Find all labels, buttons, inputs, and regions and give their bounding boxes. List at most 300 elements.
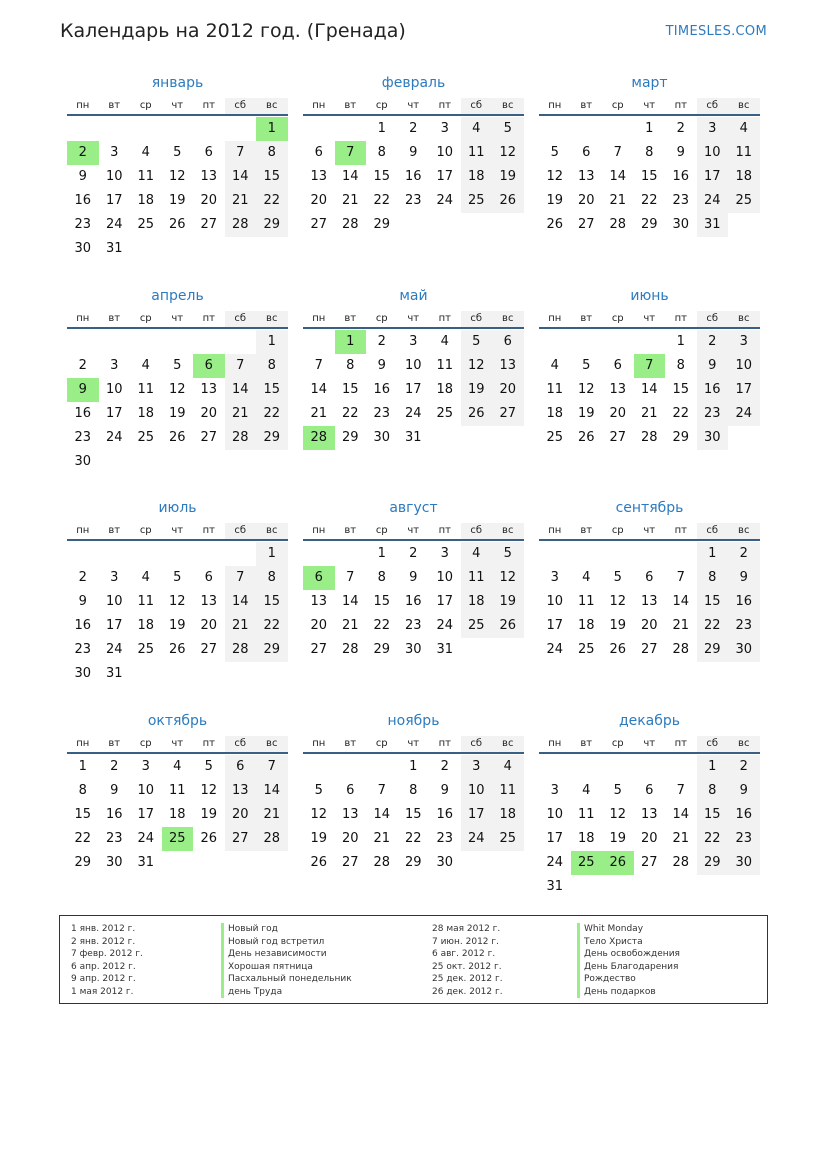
empty-day-cell (130, 450, 162, 474)
day-cell: 14 (225, 378, 257, 402)
day-cell: 14 (609, 169, 627, 184)
weekday-label: ср (375, 312, 388, 324)
day-cell: 16 (404, 169, 422, 184)
weekday-label: ср (139, 100, 152, 111)
day-cell: 26 (168, 642, 186, 657)
legend-holiday-name: Whit Monday (577, 923, 680, 936)
day-cell: 5 (613, 570, 622, 585)
day-cell: 8 (697, 566, 729, 590)
empty-day-cell (571, 542, 603, 566)
day-cell: 17 (137, 806, 155, 822)
day-cell: 28 (672, 642, 690, 657)
day-cell: 15 (256, 590, 288, 614)
day-cell: 5 (492, 542, 524, 566)
weekday-header (539, 311, 760, 329)
day-cell: 23 (74, 429, 92, 445)
weekday-label: пт (202, 525, 215, 536)
day-cell: 20 (577, 193, 595, 208)
legend-date: 7 июн. 2012 г. (432, 936, 499, 947)
day-cell: 14 (373, 806, 391, 822)
day-cell: 20 (200, 193, 218, 208)
weekday-label: пн (312, 525, 326, 536)
empty-day-cell (99, 450, 131, 474)
weekday-label: чт (407, 737, 420, 749)
day-cell: 14 (341, 169, 359, 184)
day-cell: 25 (546, 429, 564, 445)
day-cell: 25 (137, 642, 155, 657)
day-cell: 25 (436, 405, 454, 421)
legend-holiday-name: День подарков (577, 986, 680, 999)
weekday-header (539, 736, 760, 754)
day-cell: 3 (550, 570, 559, 585)
weekday-label: пн (548, 737, 562, 749)
empty-day-cell (67, 117, 99, 141)
empty-day-cell (130, 662, 162, 686)
day-cell: 22 (256, 614, 288, 638)
day-cell: 25 (162, 827, 194, 851)
empty-day-cell (571, 755, 603, 779)
day-cell: 4 (141, 570, 150, 585)
week-row (67, 330, 288, 354)
weekday-label: вт (344, 100, 357, 111)
day-cell: 8 (697, 779, 729, 803)
day-cell: 15 (373, 594, 391, 609)
month-name: декабрь (618, 712, 681, 729)
legend-holiday-name: День независимости (221, 948, 352, 961)
day-cell: 12 (577, 381, 595, 397)
day-cell: 3 (440, 546, 449, 561)
day-cell: 30 (74, 666, 92, 681)
day-cell: 16 (436, 806, 454, 822)
legend-holiday-name: Рождество (577, 973, 680, 986)
week-row (67, 566, 288, 590)
weekday-label: вт (580, 100, 593, 111)
day-cell: 15 (341, 381, 359, 397)
calendar-grid (67, 70, 761, 920)
day-cell: 5 (173, 145, 182, 160)
month-name: октябрь (147, 712, 208, 729)
day-cell: 25 (577, 642, 595, 657)
empty-day-cell (539, 542, 571, 566)
day-cell: 3 (110, 145, 119, 160)
day-cell: 19 (461, 378, 493, 402)
day-cell: 27 (200, 217, 218, 232)
day-cell: 7 (613, 145, 622, 160)
day-cell: 23 (728, 827, 760, 851)
day-cell: 28 (225, 213, 257, 237)
empty-day-cell (571, 330, 603, 354)
week-row (303, 614, 524, 638)
day-cell: 1 (256, 117, 288, 141)
empty-day-cell (130, 542, 162, 566)
month-block (303, 70, 524, 283)
week-row (539, 330, 760, 354)
weekday-label: вт (108, 525, 121, 536)
weekday-label: вт (580, 312, 593, 324)
day-cell: 20 (310, 193, 328, 208)
day-cell: 28 (341, 642, 359, 657)
empty-day-cell (162, 330, 194, 354)
weekday-label: вт (108, 100, 121, 111)
day-cell: 15 (640, 169, 658, 184)
day-cell: 2 (676, 121, 685, 136)
legend-date: 28 мая 2012 г. (432, 924, 501, 934)
week-row (539, 141, 760, 165)
day-cell: 13 (200, 381, 218, 397)
day-cell: 27 (492, 402, 524, 426)
month-name: январь (151, 75, 204, 91)
weekday-label: ср (611, 737, 624, 749)
legend-date: 6 апр. 2012 г. (71, 961, 136, 972)
day-cell: 22 (256, 189, 288, 213)
day-cell: 27 (640, 854, 658, 870)
day-cell: 29 (256, 426, 288, 450)
day-cell: 12 (492, 141, 524, 165)
day-cell: 4 (728, 117, 760, 141)
legend-holiday-name: Пасхальный понедельник (221, 973, 352, 986)
day-cell: 23 (672, 193, 690, 208)
day-cell: 5 (582, 357, 591, 373)
legend-dates-right (432, 923, 503, 998)
day-cell: 8 (676, 357, 685, 373)
day-cell: 5 (173, 357, 182, 373)
weekday-label: ср (611, 312, 624, 324)
day-cell: 7 (676, 782, 685, 798)
day-cell: 21 (256, 803, 288, 827)
day-cell: 29 (640, 217, 658, 232)
empty-day-cell (225, 851, 257, 875)
day-cell: 12 (461, 354, 493, 378)
day-cell: 29 (697, 638, 729, 662)
week-row (539, 189, 760, 213)
day-cell: 29 (373, 642, 391, 657)
day-cell: 15 (373, 169, 391, 184)
empty-day-cell (366, 755, 398, 779)
day-cell: 24 (697, 189, 729, 213)
week-row (67, 542, 288, 566)
weekday-label: пн (548, 312, 562, 324)
empty-day-cell (130, 237, 162, 261)
empty-day-cell (634, 755, 666, 779)
empty-day-cell (634, 542, 666, 566)
day-cell: 4 (141, 357, 150, 373)
day-cell: 8 (346, 357, 355, 373)
day-cell: 23 (404, 193, 422, 208)
empty-day-cell (303, 542, 335, 566)
week-row (303, 213, 524, 237)
empty-day-cell (492, 851, 524, 875)
weekday-header (539, 523, 760, 541)
day-cell: 21 (373, 830, 391, 846)
empty-day-cell (697, 875, 729, 899)
weekday-label: чт (407, 312, 420, 324)
day-cell: 29 (373, 217, 391, 232)
week-row (67, 662, 288, 686)
empty-day-cell (429, 426, 461, 450)
week-row (539, 779, 760, 803)
day-cell: 21 (609, 193, 627, 208)
day-cell: 2 (728, 542, 760, 566)
day-cell: 21 (225, 189, 257, 213)
day-cell: 2 (409, 546, 418, 561)
day-cell: 2 (728, 755, 760, 779)
legend-date: 1 мая 2012 г. (71, 986, 134, 997)
day-cell: 25 (137, 217, 155, 232)
day-cell: 11 (436, 357, 454, 373)
day-cell: 2 (78, 357, 87, 373)
empty-day-cell (162, 117, 194, 141)
day-cell: 3 (550, 782, 559, 798)
day-cell: 3 (697, 117, 729, 141)
day-cell: 29 (74, 854, 92, 870)
weekday-header (303, 523, 524, 541)
week-row (303, 117, 524, 141)
day-cell: 18 (728, 165, 760, 189)
day-cell: 9 (110, 782, 119, 798)
weekday-label: вс (256, 523, 288, 539)
day-cell: 12 (546, 169, 564, 184)
day-cell: 6 (346, 782, 355, 798)
week-row (303, 165, 524, 189)
day-cell: 10 (697, 141, 729, 165)
empty-day-cell (335, 542, 367, 566)
day-cell: 27 (200, 642, 218, 657)
day-cell: 1 (697, 755, 729, 779)
weekday-label: пт (438, 100, 451, 111)
empty-day-cell (492, 213, 524, 237)
day-cell: 22 (697, 827, 729, 851)
day-cell: 23 (404, 618, 422, 633)
day-cell: 21 (341, 618, 359, 633)
day-cell: 3 (461, 755, 493, 779)
legend-date: 1 янв. 2012 г. (71, 924, 136, 934)
weekday-label: ср (139, 737, 152, 749)
week-row (303, 566, 524, 590)
month-name: апрель (151, 287, 204, 304)
month-name: август (389, 500, 438, 516)
day-cell: 26 (168, 429, 186, 445)
day-cell: 19 (492, 165, 524, 189)
day-cell: 17 (436, 594, 454, 609)
month-name: июль (158, 500, 197, 516)
month-block (539, 70, 760, 283)
legend-names-right (577, 923, 680, 998)
weekday-header (303, 736, 524, 754)
day-cell: 19 (168, 193, 186, 208)
day-cell: 18 (461, 590, 493, 614)
empty-day-cell (162, 851, 194, 875)
day-cell: 26 (200, 830, 218, 846)
day-cell: 26 (546, 217, 564, 232)
weekday-label: пн (312, 100, 326, 111)
week-row (303, 330, 524, 354)
day-cell: 16 (672, 169, 690, 184)
weekday-header (67, 523, 288, 541)
day-cell: 28 (609, 217, 627, 232)
weekday-label: вс (728, 523, 760, 539)
empty-day-cell (398, 213, 430, 237)
day-cell: 6 (613, 357, 622, 373)
day-cell: 23 (436, 830, 454, 846)
day-cell: 18 (137, 405, 155, 421)
day-cell: 21 (672, 830, 690, 846)
day-cell: 12 (492, 566, 524, 590)
month-block (67, 708, 288, 921)
day-cell: 29 (404, 854, 422, 870)
empty-day-cell (225, 542, 257, 566)
day-cell: 22 (404, 830, 422, 846)
empty-day-cell (225, 117, 257, 141)
empty-day-cell (571, 875, 603, 899)
day-cell: 5 (173, 570, 182, 585)
day-cell: 17 (546, 618, 564, 633)
day-cell: 15 (256, 378, 288, 402)
day-cell: 21 (225, 402, 257, 426)
day-cell: 11 (137, 594, 155, 609)
day-cell: 1 (377, 121, 386, 136)
legend-date: 25 окт. 2012 г. (432, 961, 502, 972)
day-cell: 31 (697, 213, 729, 237)
day-cell: 26 (461, 402, 493, 426)
legend-holiday-name: День Благодарения (577, 961, 680, 974)
day-cell: 8 (256, 141, 288, 165)
day-cell: 2 (67, 141, 99, 165)
empty-day-cell (634, 875, 666, 899)
day-cell: 11 (137, 169, 155, 184)
week-row (539, 590, 760, 614)
day-cell: 9 (409, 145, 418, 160)
week-row (539, 803, 760, 827)
day-cell: 1 (256, 542, 288, 566)
day-cell: 11 (577, 806, 595, 822)
empty-day-cell (99, 117, 131, 141)
day-cell: 7 (676, 570, 685, 585)
weekday-label: чт (643, 525, 656, 536)
brand-link[interactable]: TIMESLES.COM (665, 24, 767, 39)
day-cell: 19 (577, 405, 595, 421)
day-cell: 4 (461, 117, 493, 141)
day-cell: 14 (225, 165, 257, 189)
day-cell: 20 (341, 830, 359, 846)
day-cell: 19 (546, 193, 564, 208)
day-cell: 5 (461, 330, 493, 354)
month-name: февраль (381, 75, 446, 91)
day-cell: 8 (645, 145, 654, 160)
empty-day-cell (193, 117, 225, 141)
day-cell: 6 (193, 354, 225, 378)
day-cell: 9 (67, 378, 99, 402)
week-row (539, 354, 760, 378)
day-cell: 4 (582, 782, 591, 798)
day-cell: 23 (74, 217, 92, 232)
legend-date: 26 дек. 2012 г. (432, 986, 503, 997)
empty-day-cell (303, 330, 335, 354)
empty-day-cell (130, 117, 162, 141)
empty-day-cell (335, 755, 367, 779)
week-row (539, 614, 760, 638)
day-cell: 10 (105, 594, 123, 609)
day-cell: 13 (609, 381, 627, 397)
day-cell: 3 (440, 121, 449, 136)
day-cell: 19 (310, 830, 328, 846)
day-cell: 25 (728, 189, 760, 213)
weekday-label: вс (256, 311, 288, 327)
day-cell: 3 (409, 333, 418, 349)
day-cell: 27 (225, 827, 257, 851)
empty-day-cell (665, 542, 697, 566)
weekday-label: ср (375, 100, 388, 111)
day-cell: 25 (571, 851, 603, 875)
week-row (303, 638, 524, 662)
day-cell: 19 (168, 618, 186, 633)
empty-day-cell (492, 426, 524, 450)
day-cell: 16 (728, 803, 760, 827)
legend-date: 9 апр. 2012 г. (71, 974, 136, 984)
day-cell: 1 (335, 330, 367, 354)
week-row (67, 117, 288, 141)
day-cell: 5 (204, 758, 213, 774)
empty-day-cell (728, 426, 760, 450)
day-cell: 10 (404, 357, 422, 373)
day-cell: 21 (225, 614, 257, 638)
day-cell: 9 (697, 354, 729, 378)
page-title: Календарь на 2012 год. (Гренада) (60, 20, 406, 42)
week-row (67, 354, 288, 378)
day-cell: 6 (204, 145, 213, 160)
day-cell: 5 (613, 782, 622, 798)
day-cell: 2 (110, 758, 119, 774)
day-cell: 27 (577, 217, 595, 232)
day-cell: 4 (550, 357, 559, 373)
day-cell: 14 (341, 594, 359, 609)
day-cell: 16 (404, 594, 422, 609)
weekday-label: чт (171, 737, 184, 749)
day-cell: 20 (200, 405, 218, 421)
day-cell: 8 (409, 782, 418, 798)
day-cell: 23 (105, 830, 123, 846)
empty-day-cell (429, 213, 461, 237)
day-cell: 7 (225, 354, 257, 378)
day-cell: 22 (373, 618, 391, 633)
day-cell: 27 (310, 217, 328, 232)
empty-day-cell (571, 117, 603, 141)
day-cell: 15 (256, 165, 288, 189)
week-row (303, 827, 524, 851)
legend-holiday-name: Новый год (221, 923, 352, 936)
day-cell: 16 (74, 193, 92, 208)
week-row (539, 117, 760, 141)
empty-day-cell (162, 662, 194, 686)
day-cell: 17 (404, 381, 422, 397)
empty-day-cell (256, 237, 288, 261)
day-cell: 23 (728, 614, 760, 638)
day-cell: 31 (105, 241, 123, 256)
day-cell: 3 (728, 330, 760, 354)
day-cell: 13 (341, 806, 359, 822)
day-cell: 14 (672, 594, 690, 609)
day-cell: 13 (200, 594, 218, 609)
day-cell: 24 (461, 827, 493, 851)
weekday-label: вт (108, 312, 121, 324)
month-name: июнь (630, 287, 669, 304)
day-cell: 9 (440, 782, 449, 798)
empty-day-cell (303, 117, 335, 141)
day-cell: 26 (577, 429, 595, 445)
day-cell: 12 (168, 594, 186, 609)
day-cell: 18 (577, 618, 595, 633)
day-cell: 12 (200, 782, 218, 798)
legend-date: 7 февр. 2012 г. (71, 949, 143, 959)
